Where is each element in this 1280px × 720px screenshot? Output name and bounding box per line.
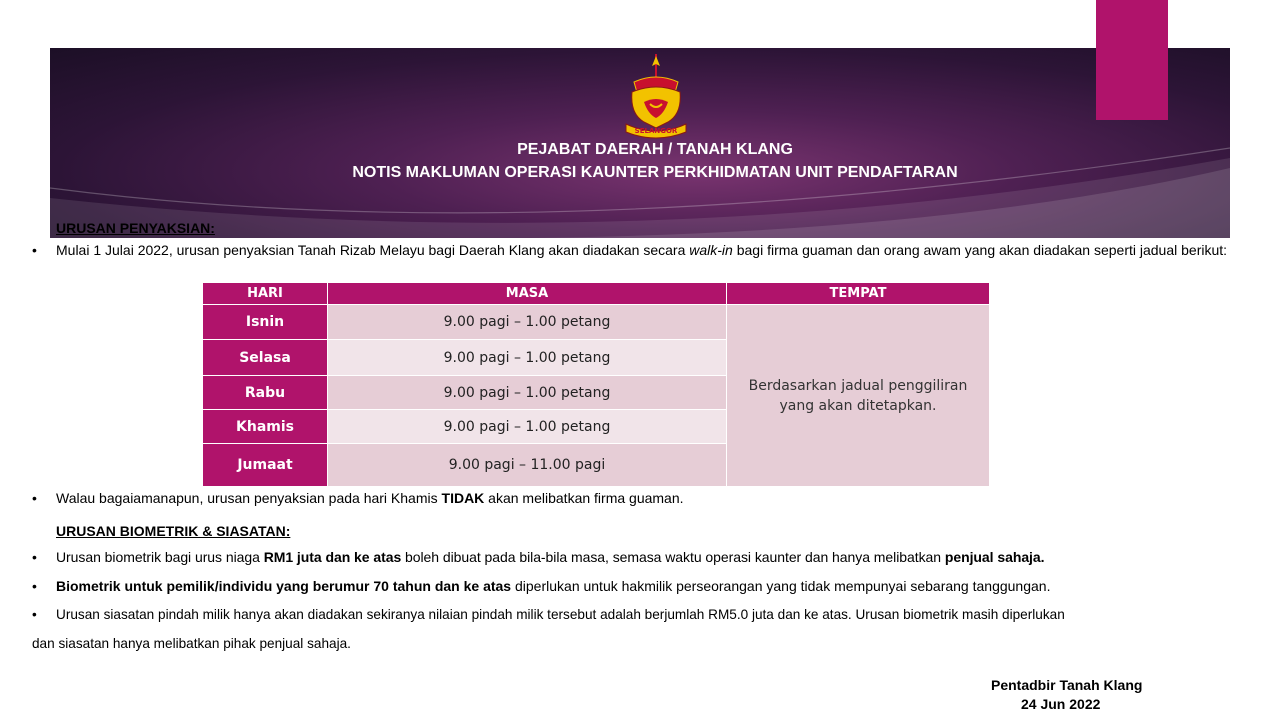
section-heading-biometrik: URUSAN BIOMETRIK & SIASATAN: — [56, 523, 291, 539]
bullet-marker: • — [32, 490, 37, 506]
bullet-siasatan: • Urusan siasatan pindah milik hanya akan diadakan sekiranya nilaian pindah milik tersebut adalah berjumlah RM5.0 juta dan ke atas. Urusan biometrik masih diperlukan — [32, 605, 1258, 625]
column-header-masa: MASA — [328, 283, 727, 305]
table-row — [203, 305, 990, 340]
bullet-marker: • — [32, 549, 37, 565]
bullet-siasatan-continued: dan siasatan hanya melibatkan pihak penjual sahaja. — [32, 636, 351, 651]
selangor-crest-icon — [620, 52, 692, 140]
table-header-row — [203, 283, 990, 305]
bullet-marker: • — [32, 607, 37, 622]
signatory-name: Pentadbir Tanah Klang — [991, 677, 1143, 693]
day-cell: Rabu — [203, 376, 328, 410]
day-cell: Jumaat — [203, 444, 328, 487]
time-cell: 9.00 pagi – 11.00 pagi — [328, 444, 727, 487]
day-cell: Isnin — [203, 305, 328, 340]
bullet-walk-in: • Mulai 1 Julai 2022, urusan penyaksian Tanah Rizab Melayu bagi Daerah Klang akan diadakan secara walk-in bagi firma guaman dan orang awam yang akan diadakan seperti jadual berikut: — [32, 242, 1228, 258]
accent-tab — [1096, 0, 1168, 120]
notice-title: NOTIS MAKLUMAN OPERASI KAUNTER PERKHIDMATAN UNIT PENDAFTARAN — [352, 164, 958, 181]
bullet-biometrik-70: • Biometrik untuk pemilik/individu yang berumur 70 tahun dan ke atas diperlukan untuk hakmilik perseorangan yang tidak mempunyai sebarang tanggungan. — [32, 578, 1051, 594]
crest-label: SELANGOR — [634, 127, 678, 135]
column-header-tempat: TEMPAT — [727, 283, 990, 305]
signature-date: 24 Jun 2022 — [1021, 696, 1101, 712]
time-cell: 9.00 pagi – 1.00 petang — [328, 340, 727, 376]
place-cell: Berdasarkan jadual penggiliran yang akan ditetapkan. — [727, 305, 990, 487]
time-cell: 9.00 pagi – 1.00 petang — [328, 305, 727, 340]
day-cell: Khamis — [203, 410, 328, 444]
bullet-biometrik-rm1: • Urusan biometrik bagi urus niaga RM1 juta dan ke atas boleh dibuat pada bila-bila masa, semasa waktu operasi kaunter dan hanya melibatkan penjual sahaja. — [32, 549, 1045, 565]
bullet-marker: • — [32, 578, 37, 594]
schedule-table — [202, 282, 990, 487]
bullet-khamis: • Walau bagaiamanapun, urusan penyaksian pada hari Khamis TIDAK akan melibatkan firma guaman. — [32, 490, 684, 506]
time-cell: 9.00 pagi – 1.00 petang — [328, 410, 727, 444]
day-cell: Selasa — [203, 340, 328, 376]
office-title: PEJABAT DAERAH / TANAH KLANG — [517, 141, 793, 158]
section-heading-penyaksian: URUSAN PENYAKSIAN: — [56, 220, 215, 236]
bullet-marker: • — [32, 242, 37, 258]
time-cell: 9.00 pagi – 1.00 petang — [328, 376, 727, 410]
column-header-hari: HARI — [203, 283, 328, 305]
